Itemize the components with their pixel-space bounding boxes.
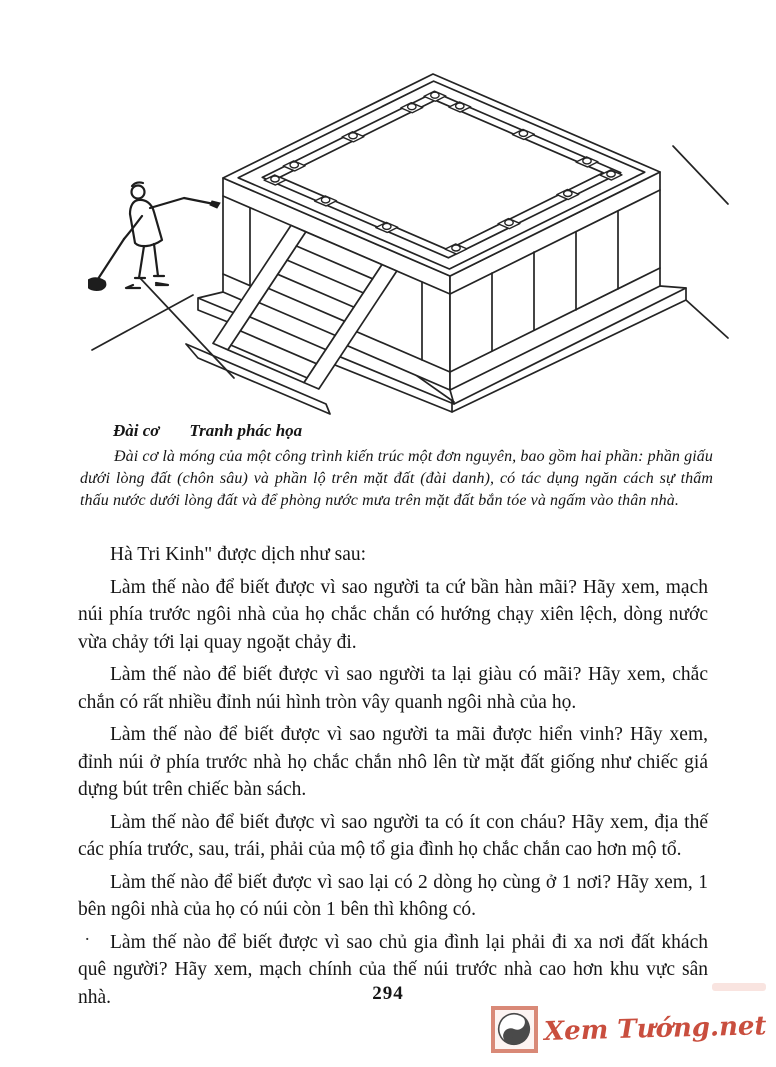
paragraph: Làm thế nào để biết được vì sao người ta lại giàu có mãi? Hãy xem, chắc chắn có rất nhiều đỉnh núi hình tròn vây quanh ngôi nhà của họ. [78, 664, 708, 713]
broom-head [88, 278, 106, 291]
paragraph: Làm thế nào để biết được vì sao người ta mãi được hiển vinh? Hãy xem, đỉnh núi ở phía trước nhà họ chắc chắn nhô lên từ mặt đất giống như chiếc giá dựng bút trên chiếc bàn sách. [78, 724, 708, 800]
legs [139, 244, 158, 278]
watermark-text: Xem Tướng.net [543, 1011, 767, 1047]
paragraph: Làm thế nào để biết được vì sao người ta cứ bần hàn mãi? Hãy xem, mạch núi phía trước ngôi nhà của họ chắc chắn có hướng chạy xiên lệch, dòng nước vừa chảy tới lại quay ngoặt chảy đi. [78, 576, 708, 653]
sweeping-figure [88, 182, 220, 290]
foundation-platform-illustration [88, 46, 730, 420]
extended-arm [150, 198, 214, 208]
hand [210, 201, 220, 208]
intro-line: Hà Tri Kinh" được dịch như sau: [110, 544, 367, 565]
figure-caption [113, 420, 302, 442]
page-number: 294 [372, 983, 404, 1004]
watermark-fade-bar [712, 983, 766, 991]
paragraph: Làm thế nào để biết được vì sao người ta có ít con cháu? Hãy xem, địa thế các phía trước, sau, trái, phải của mộ tổ gia đình họ chắc chắn cao hơn mộ tổ. [78, 811, 708, 860]
scan-speck: . [85, 924, 90, 944]
body-text [78, 541, 708, 1016]
site-watermark [491, 1004, 770, 1054]
yin-yang-icon [491, 1006, 538, 1053]
head [132, 186, 145, 199]
figure-description: Đài cơ là móng của một công trình kiến trúc một đơn nguyên, bao gồm hai phần: phần giấu dưới lòng đất (chôn sâu) và phần lộ trên mặt đất (đài danh), có tác dụng ngăn cách sự thẩm thấu nước dưới lòng đất và để phòng nước mưa trên mặt đất bắn tóe và ngấm vào thân nhà. [80, 448, 713, 509]
dai-co-drawing [88, 46, 730, 420]
broom-handle [96, 239, 124, 282]
figure-caption-title: Tranh phác họa [189, 421, 303, 440]
figure-caption-term: Đài cơ [113, 421, 160, 440]
paragraph: Làm thế nào để biết được vì sao chủ gia đình lại phải đi xa nơi đất khách quê người? Hãy xem, mạch chính của thế núi trước nhà cao hơn khu vực sân nhà. [78, 931, 708, 1008]
paragraph: Làm thế nào để biết được vì sao lại có 2 dòng họ cùng ở 1 nơi? Hãy xem, 1 bên ngôi nhà của họ có núi còn 1 bên thì không có. [78, 871, 708, 920]
